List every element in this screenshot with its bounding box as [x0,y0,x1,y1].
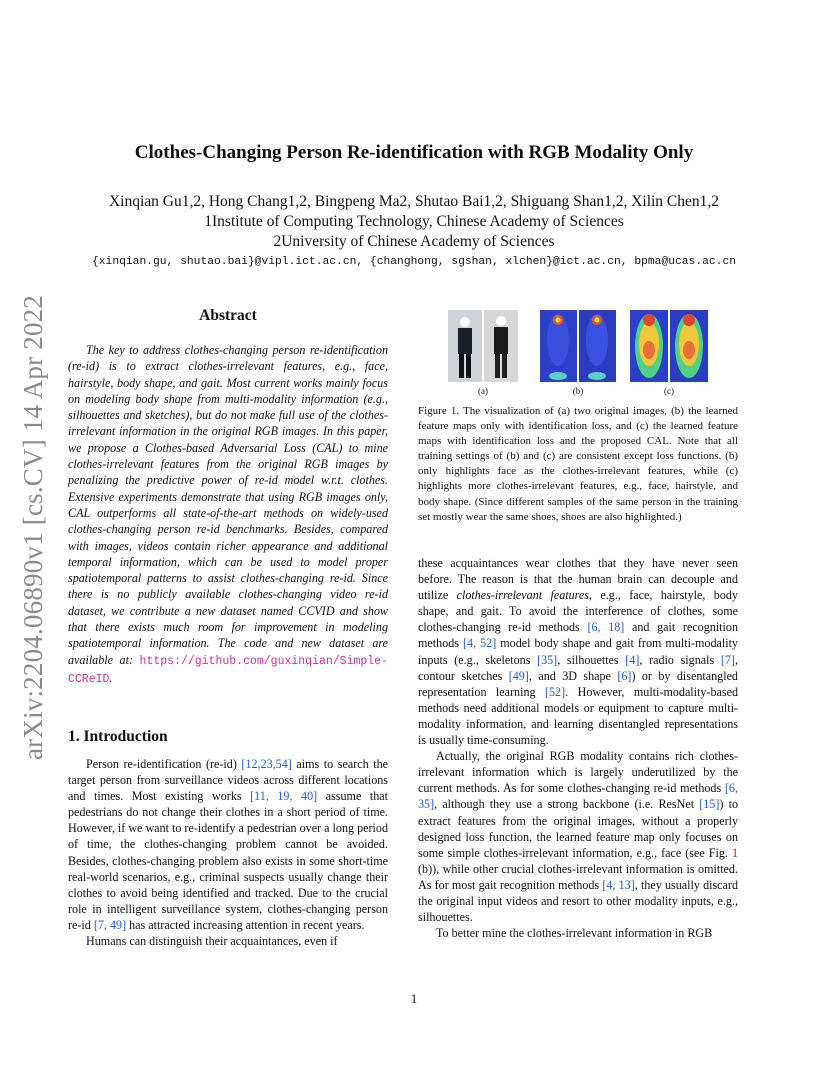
affiliation-2: 2University of Chinese Academy of Sciences [273,233,555,250]
right-column-body [418,555,738,941]
affiliation-1: 1Institute of Computing Technology, Chinese Academy of Sciences [204,213,624,230]
abstract-end: . [109,670,113,685]
citation-link[interactable]: [11, 19, 40] [250,789,318,804]
citation-link[interactable]: [4, 13] [602,877,635,892]
citation-link[interactable]: [49] [508,668,529,683]
right-paragraph-2: Actually, the original RGB modality contains rich clothes-irrelevant information which is largely underutilized by the current methods. As for some clothes-changing re-id methods [6, 35], although they use a strong backbone (i.e. ResNet [15]) to extract features from the original images, without a properly designed loss function, the learned feature map only focuses on some simple clothes-irrelevant information, e.g., face (see Fig. 1 (b)), while other crucial clothes-irrelevant information is omitted. As for most gait recognition methods [4, 13], they usually discard the original input videos and resort to other modality inputs, e.g., silhouettes. [418,749,738,925]
citation-link[interactable]: [6, 35] [418,781,738,812]
author-emails: {xinqian.gu, shutao.bai}@vipl.ict.ac.cn, {changhong, sgshan, xlchen}@ict.ac.cn, bpma@ucas.ac.cn [91,256,737,268]
citation-link[interactable]: [7, 49] [93,917,127,932]
figure-1-caption: Figure 1. The visualization of (a) two original images, (b) the learned feature maps only with identification loss, and (c) the learned feature maps with identification loss and the proposed CAL. Note that all training settings of (b) and (c) are consistent except loss functions. (b) only highlights face as the clothes-irrelevant features, while (c) highlights more clothes-irrelevant features, e.g., face, hairstyle, and body shape. (Since different samples of the same person in the training set mostly wear the same shoes, shoes are also highlighted.) [418,405,738,523]
citation-link[interactable]: [4, 52] [463,636,497,651]
feature-maps-id-loss [540,310,616,382]
section-heading-introduction: 1. Introduction [68,728,168,745]
figure-label-b: (b) [572,386,584,396]
arxiv-stamp: arXiv:2204.06890v1 [cs.CV] 14 Apr 2022 [18,294,48,760]
intro-paragraph-1: Person re-identification (re-id) [12,23,54] aims to search the target person from surveillance videos across different locations and times. Most existing works [11, 19, 40] assume that pedestrians do not change their clothes in a short period of time. However, if we want to re-identify a pedestrian over a long period of time, the clothes-changing problem cannot be avoided. Besides, clothes-changing problem also exists in some short-time real-world scenarios, e.g., criminal suspects usually change their clothes to avoid being identified and tracked. Due to the crucial role in intelligent surveillance system, clothes-changing person re-id [7, 49] has attracted increasing attention in recent years. [68,757,388,932]
intro-paragraph-2: Humans can distinguish their acquaintances, even if [86,934,338,949]
code-link[interactable]: https://github.com/guxinqian/Simple-CCReID [68,654,388,686]
citation-link[interactable]: [35] [537,652,558,667]
right-paragraph-1: these acquaintances wear clothes that they have never seen before. The reason is that the human brain can decouple and utilize clothes-irrelevant features, e.g., face, hairstyle, body shape, and gait. To avoid the interference of clothes, some clothes-changing re-id methods [6, 18] and gait recognition methods [4, 52] model body shape and gait from multi-modality inputs (e.g., skeletons [35], silhouettes [4], radio signals [7], contour sketches [49], and 3D shape [6]) or by disentangled representation learning [52]. However, multi-modality-based methods need additional models or equipment to capture multi-modality information, and learning disentangled representations is usually time-consuming. [418,556,739,748]
figure-1 [448,310,718,398]
abstract-heading: Abstract [199,307,257,324]
figure-label-a: (a) [478,386,488,396]
right-paragraph-3: To better mine the clothes-irrelevant information in RGB [436,926,713,941]
citation-link[interactable]: [12,23,54] [241,757,292,771]
citation-link[interactable]: [7] [720,652,735,667]
page-number: 1 [410,991,418,1006]
figure-reference-link[interactable]: 1 [731,845,738,860]
abstract-body [68,342,388,688]
abstract-text: The key to address clothes-changing person re-identification (re-id) is to extract clothes-irrelevant features, e.g., face, hairstyle, body shape, and gait. Most current works mainly focus on modeling body shape from multi-modality information (e.g., silhouettes and sketches), but do not make full use of the clothes-irrelevant information in the original RGB images. In this paper, we propose a Clothes-based Adversarial Loss (CAL) to mine clothes-irrelevant features from the original RGB images by penalizing the predictive power of re-id model w.r.t. clothes. Extensive experiments demonstrate that using RGB images only, CAL outperforms all state-of-the-art methods on widely-used clothes-changing person re-id benchmarks. Besides, compared with images, videos contain richer appearance and additional temporal information, which can be used to model proper spatiotemporal patterns to assist clothes-changing re-id. Since there is no publicly available clothes-changing video re-id dataset, we contribute a new dataset named CCVID and show that there exists much room for improvement in modeling spatiotemporal information. The code and new dataset are available at: [68,343,388,667]
citation-link[interactable]: [6, 18] [587,620,625,635]
paper-title: Clothes-Changing Person Re-identification with RGB Modality Only [134,142,694,163]
citation-link[interactable]: [52] [544,684,566,699]
introduction-body [68,756,388,949]
citation-link[interactable]: [6] [617,668,632,683]
original-images [448,310,518,382]
citation-link[interactable]: [15] [699,797,720,812]
feature-maps-cal [630,310,708,382]
author-list: Xinqian Gu1,2, Hong Chang1,2, Bingpeng Ma2, Shutao Bai1,2, Shiguang Shan1,2, Xilin Chen1,2 [108,193,720,210]
figure-label-c: (c) [664,386,674,396]
citation-link[interactable]: [4] [625,652,640,667]
